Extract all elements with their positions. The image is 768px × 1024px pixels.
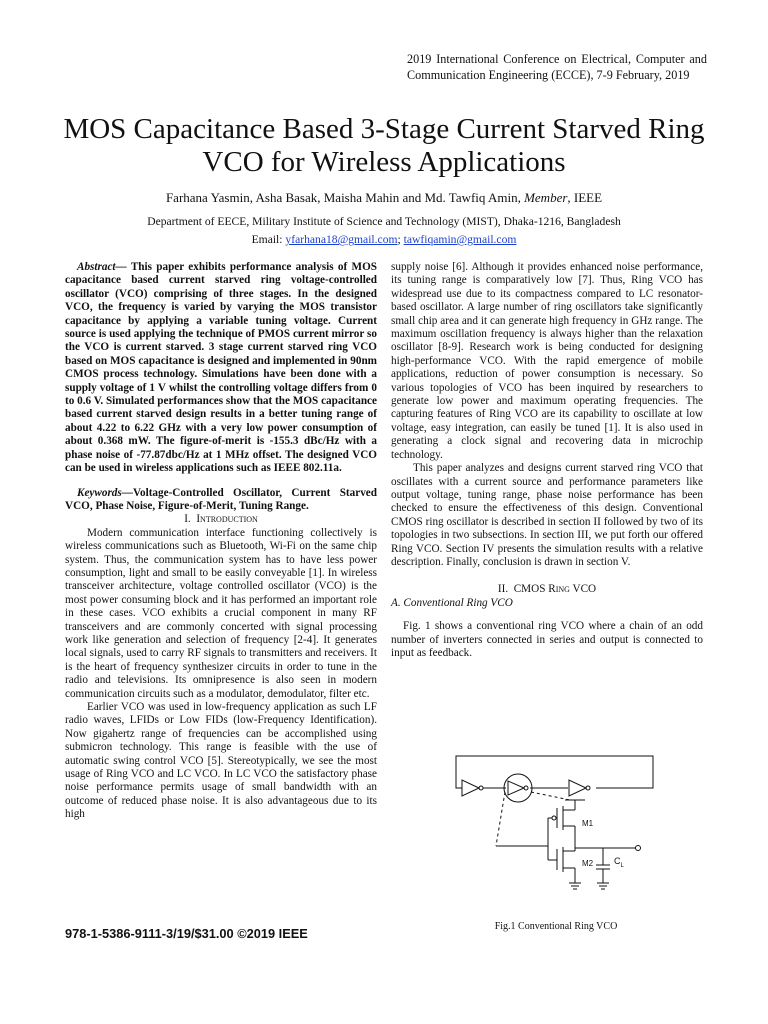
inverter-1-icon	[462, 780, 479, 796]
ring-vco-figure	[448, 748, 688, 908]
section-1-number: I.	[184, 513, 191, 526]
email-link-2[interactable]: tawfiqamin@gmail.com	[403, 233, 517, 246]
intro-paragraph-2: Earlier VCO was used in low-frequency application as such LF radio waves, LFIDs or Low FIDs (low-Frequency Identification). Now gigahertz range of frequencies can be accomplished using submicron technology. This range is feasible with the use of automatic swing control VCO [5]. Stereotypically, we see the most usage of Ring VCO and LC VCO. In LC VCO the satisfactory phase noise performance permits usage of small bandwidth with an outcome of reduced phase noise. It is also advantageous due to its high	[65, 701, 377, 821]
label-cl-sub: L	[620, 863, 624, 869]
section-1-heading	[65, 513, 377, 526]
inverter-3-icon	[569, 780, 586, 796]
figure-caption: Fig.1 Conventional Ring VCO	[494, 921, 618, 932]
expand-line-left	[496, 792, 505, 846]
left-column	[65, 261, 377, 822]
email-line	[40, 233, 728, 246]
email-separator: ;	[397, 233, 401, 246]
copyright-footer: 978-1-5386-9111-3/19/$31.00 ©2019 IEEE	[65, 926, 308, 941]
label-m1: M1	[582, 819, 594, 828]
affiliation: Department of EECE, Military Institute of Science and Technology (MIST), Dhaka-1216, Bangladesh	[147, 215, 621, 228]
abstract	[65, 261, 377, 476]
paper-title: MOS Capacitance Based 3-Stage Current Starved Ring VCO for Wireless Applications	[63, 113, 705, 178]
label-cl	[614, 856, 625, 869]
abstract-label: Abstract—	[77, 261, 127, 273]
expand-line-right	[531, 792, 570, 800]
author-membership: Member	[524, 190, 568, 205]
label-cl-main: C	[614, 856, 621, 866]
output-terminal	[636, 846, 641, 851]
label-m2: M2	[582, 859, 594, 868]
intro-paragraph-1: Modern communication interface functioning collectively is wireless communications such as Bluetooth, Wi-Fi on the same chip system. Thus, the communication system has to have less power consumption, light and small to be easily conveyable [1]. In wireless transceiver architecture, voltage controlled oscillator (VCO) is the most power consuming block and it has performed an important role in these cases. VCO exhibits a crucial component in many RF transceivers and are commonly concerted with signal processing work like generation and selection of frequency [2-4]. It generates local signals, used to carry RF signals to transmitters and receivers. It is the heart of frequency synthesizer circuits in order to tune in the radio and televisions. Its omnipresence is also seen in modern communication circuits such as a modulator, demodulator, filter etc.	[65, 526, 377, 700]
keywords-label: Keywords—	[77, 486, 133, 499]
right-column	[391, 261, 703, 660]
email-label: Email:	[251, 233, 283, 246]
feedback-wire	[456, 756, 653, 788]
section-1-title: Introduction	[196, 513, 258, 526]
keywords-text: Voltage-Controlled Oscillator, Current Starved VCO, Phase Noise, Figure-of-Merit, Tuning Range.	[65, 486, 377, 512]
author-names: Farhana Yasmin, Asha Basak, Maisha Mahin and Md. Tawfiq Amin,	[165, 190, 521, 205]
abstract-text: This paper exhibits performance analysis of MOS capacitance based current starved ring voltage-controlled oscillator (VCO) comprising of three stages. In the designed VCO, the frequency is varied by varying the MOS transistor capacitance by applying a variable tuning voltage. Current source is used applying the technique of PMOS current mirror so the VCO is current starved. 3 stage current starved ring VCO based on MOS capacitance is designed and implemented in 90nm CMOS process technology. Simulations have been done with a supply voltage of 1 V whilst the controlling voltage differs from 0 to 0.6 V. Simulated performances show that the MOS capacitance based current starved design results in a better tuning range of about 4.22 to 6.22 GHz with a very low power consumption of about 0.368 mW. The figure-of-merit is -155.3 dBc/Hz with a phase noise of -77.87dbc/Hz at 1 MHz offset. The designed VCO can be used in wireless applications such as IEEE 802.11a.	[65, 261, 377, 475]
intro-paragraph-4: This paper analyzes and designs current starved ring VCO that oscillates with a current source and performance parameters like output voltage, tuning range, phase noise performance has been checked to ensure the effectiveness of this design. Conventional CMOS ring oscillator is described in section II followed by two of its topologies in two subsections. In section III, we put forth our offered Ring VCO. Section IV presents the simulation results with a relative description. Finally, conclusion is drawn in section V.	[391, 462, 703, 568]
section-2-heading	[391, 583, 703, 596]
section-2-paragraph: Fig. 1 shows a conventional ring VCO where a chain of an odd number of inverters connected in series and output is connected to input as feedback.	[391, 620, 703, 659]
author-list	[40, 190, 728, 206]
conference-header: 2019 International Conference on Electrical, Computer and Communication Engineering (ECCE), 7-9 February, 2019	[407, 52, 707, 82]
inverter-2-icon	[508, 781, 524, 795]
keywords	[65, 487, 377, 514]
intro-paragraph-3: supply noise [6]. Although it provides enhanced noise performance, its tuning range is comparatively low [7]. Thus, Ring VCO has widespread use due to its compactness compared to LC resonator-based oscillator. A large number of ring oscillators take significantly small chip area and it can generate high frequency in GHz range. The maximum oscillation frequency is always higher than the relaxation oscillator [8-9]. Research work is being conducted for designing high-performance VCO. With the rapid emergence of mobile applications, reduction of power consumption is necessary. So various topologies of VCO has been inquired by researchers to generate low power and maximum operating frequencies. The capturing features of Ring VCO are its capability to oscillate at low voltage, easy integration, can easily be tuned [1]. It is also used in generating a clock signal and recovering data in microchip technology.	[391, 261, 703, 461]
author-society: , IEEE	[567, 190, 603, 205]
section-2-number: II.	[497, 583, 509, 596]
subsection-a-heading: A. Conventional Ring VCO	[391, 596, 513, 609]
email-link-1[interactable]: yfarhana18@gmail.com	[285, 233, 398, 246]
m1-gate-bubble	[552, 816, 556, 820]
section-2-title: CMOS Ring VCO	[513, 583, 597, 596]
